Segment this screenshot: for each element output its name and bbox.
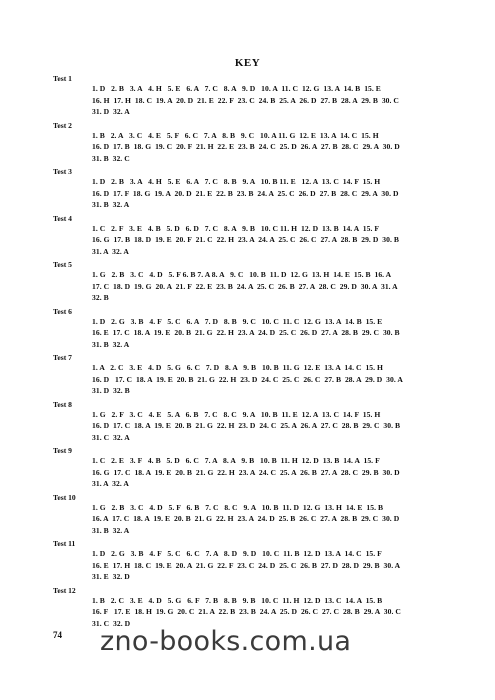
answer-line: 16. E 17. H 18. C 19. E 20. A 21. G 22. F 23. C 24. D 25. C 26. B 27. D 28. D 29. B 30. A: [92, 560, 401, 570]
answer-line: 16. A 17. C 18. A 19. E 20. B 21. G 22. H 23. A 24. D 25. B 26. C 27. A 28. B 29. C 30. D: [92, 514, 400, 523]
test-label: Test 4: [53, 213, 72, 223]
test-label: Test 2: [53, 120, 72, 130]
answer-line: 17. C 18. D 19. G 20. A 21. F 22. E 23. B 24. A 25. C 26. B 27. A 28. C 29. D 30. A 31. A: [92, 281, 398, 291]
test-label: Test 11: [53, 539, 76, 548]
answer-line: 16. D 17. C 18. A 19. E 20. B 21. G 22. H 23. D 24. C 25. C 26. C 27. B 28. A 29. D 30. A: [92, 374, 403, 384]
answer-line: 16. G 17. C 18. A 19. E 20. B 21. G 22. H 23. A 24. C 25. A 26. B 27. A 28. C 29. B 30. D: [92, 467, 400, 477]
answer-line: 31. C 32. D: [92, 618, 131, 628]
answer-line: 1. D 2. B 3. A 4. H 5. E 6. A 7. C 8. B 9. A 10. B 11. E 12. A 13. C 14. F 15. H: [92, 177, 381, 186]
test-label: Test 8: [53, 399, 72, 409]
answer-line: 31. B 32. A: [92, 525, 130, 535]
test-label: Test 7: [53, 353, 72, 362]
answer-line: 16. G 17. B 18. D 19. E 20. F 21. C 22. H 23. A 24. A 25. C 26. C 27. A 28. B 29. D 30. B: [92, 235, 399, 244]
answer-line: 31. C 32. A: [92, 432, 130, 442]
test-label: Test 9: [53, 446, 72, 455]
answer-line: 16. D 17. F 18. G 19. A 20. D 21. E 22. B 23. B 24. A 25. C 26. D 27. B 28. C 29. A 30. D: [92, 188, 399, 198]
test-label: Test 1: [53, 74, 72, 83]
answer-line: 1. D 2. G 3. B 4. F 5. C 6. A 7. D 8. B 9. C 10. C 11. C 12. G 13. A 14. B 15. E: [92, 316, 383, 326]
answer-line: 1. G 2. F 3. C 4. E 5. A 6. B 7. C 8. C 9. A 10. B 11. E 12. A 13. C 14. F 15. H: [92, 409, 381, 419]
answer-line: 31. B 32. C: [92, 153, 130, 163]
answer-line: 31. E 32. D: [92, 572, 130, 581]
answer-line: 1. D 2. B 3. A 4. H 5. E 6. A 7. C 8. A 9. D 10. A 11. C 12. G 13. A 14. B 15. E: [92, 84, 381, 93]
watermark: zno-books.com.ua: [100, 626, 352, 657]
answer-line: 31. B 32. A: [92, 339, 130, 349]
answer-line: 1. G 2. B 3. C 4. D 5. F 6. B 7. A 8. A 9. C 10. B 11. D 12. G 13. H 14. E 15. B 16. A: [92, 270, 392, 279]
answer-line: 1. C 2. F 3. E 4. B 5. D 6. D 7. C 8. A 9. B 10. C 11. H 12. D 13. B 14. A 15. F: [92, 223, 380, 233]
test-label: Test 3: [53, 167, 72, 176]
answer-line: 1. D 2. G 3. B 4. F 5. C 6. C 7. A 8. D 9. D 10. C 11. B 12. D 13. A 14. C 15. F: [92, 549, 382, 558]
page-title: KEY: [234, 57, 261, 69]
answer-line: 31. A 32. A: [92, 479, 129, 488]
answer-line: 1. B 2. A 3. C 4. E 5. F 6. C 7. A 8. B 9. C 10. A 11. G 12. E 13. A 14. C 15. H: [92, 130, 379, 140]
answer-line: 16. F 17. E 18. H 19. G 20. C 21. A 22. B 23. B 24. A 25. D 26. C 27. C 28. B 29. A 30. C: [92, 607, 401, 616]
test-label: Test 5: [53, 260, 72, 269]
answer-line: 16. D 17. B 18. G 19. C 20. F 21. H 22. E 23. B 24. C 25. D 26. A 27. B 28. C 29. A 30. D: [92, 142, 400, 151]
answer-line: 32. B: [92, 293, 109, 302]
answer-line: 1. C 2. E 3. F 4. B 5. D 6. C 7. A 8. A 9. B 10. B 11. H 12. D 13. B 14. A 15. F: [92, 456, 380, 465]
test-label: Test 12: [53, 585, 76, 595]
answer-line: 31. A 32. A: [92, 246, 129, 256]
answer-line: 31. D 32. B: [92, 386, 130, 395]
answer-line: 31. B 32. A: [92, 200, 130, 209]
test-label: Test 6: [53, 306, 72, 316]
answer-line: 1. B 2. C 3. E 4. D 5. G 6. F 7. B 8. B 9. B 10. C 11. H 12. D 13. C 14. A 15. B: [92, 595, 383, 605]
test-label: Test 10: [53, 492, 76, 502]
answer-line: 31. D 32. A: [92, 107, 130, 116]
answer-line: 16. H 17. H 18. C 19. A 20. D 21. E 22. F 23. C 24. B 25. A 26. D 27. B 28. A 29. B 30. C: [92, 95, 399, 105]
answer-line: 1. A 2. C 3. E 4. D 5. G 6. C 7. D 8. A 9. B 10. B 11. G 12. E 13. A 14. C 15. H: [92, 363, 383, 372]
answer-line: 1. G 2. B 3. C 4. D 5. F 6. B 7. C 8. C 9. A 10. B 11. D 12. G 13. H 14. E 15. B: [92, 502, 384, 512]
page-number: 74: [53, 630, 62, 640]
answer-line: 16. E 17. C 18. A 19. E 20. B 21. G 22. H 23. A 24. D 25. C 26. D 27. A 28. B 29. C 30. B: [92, 328, 400, 337]
answer-line: 16. D 17. C 18. A 19. E 20. B 21. G 22. H 23. D 24. C 25. A 26. A 27. C 28. B 29. C 30. B: [92, 421, 401, 430]
